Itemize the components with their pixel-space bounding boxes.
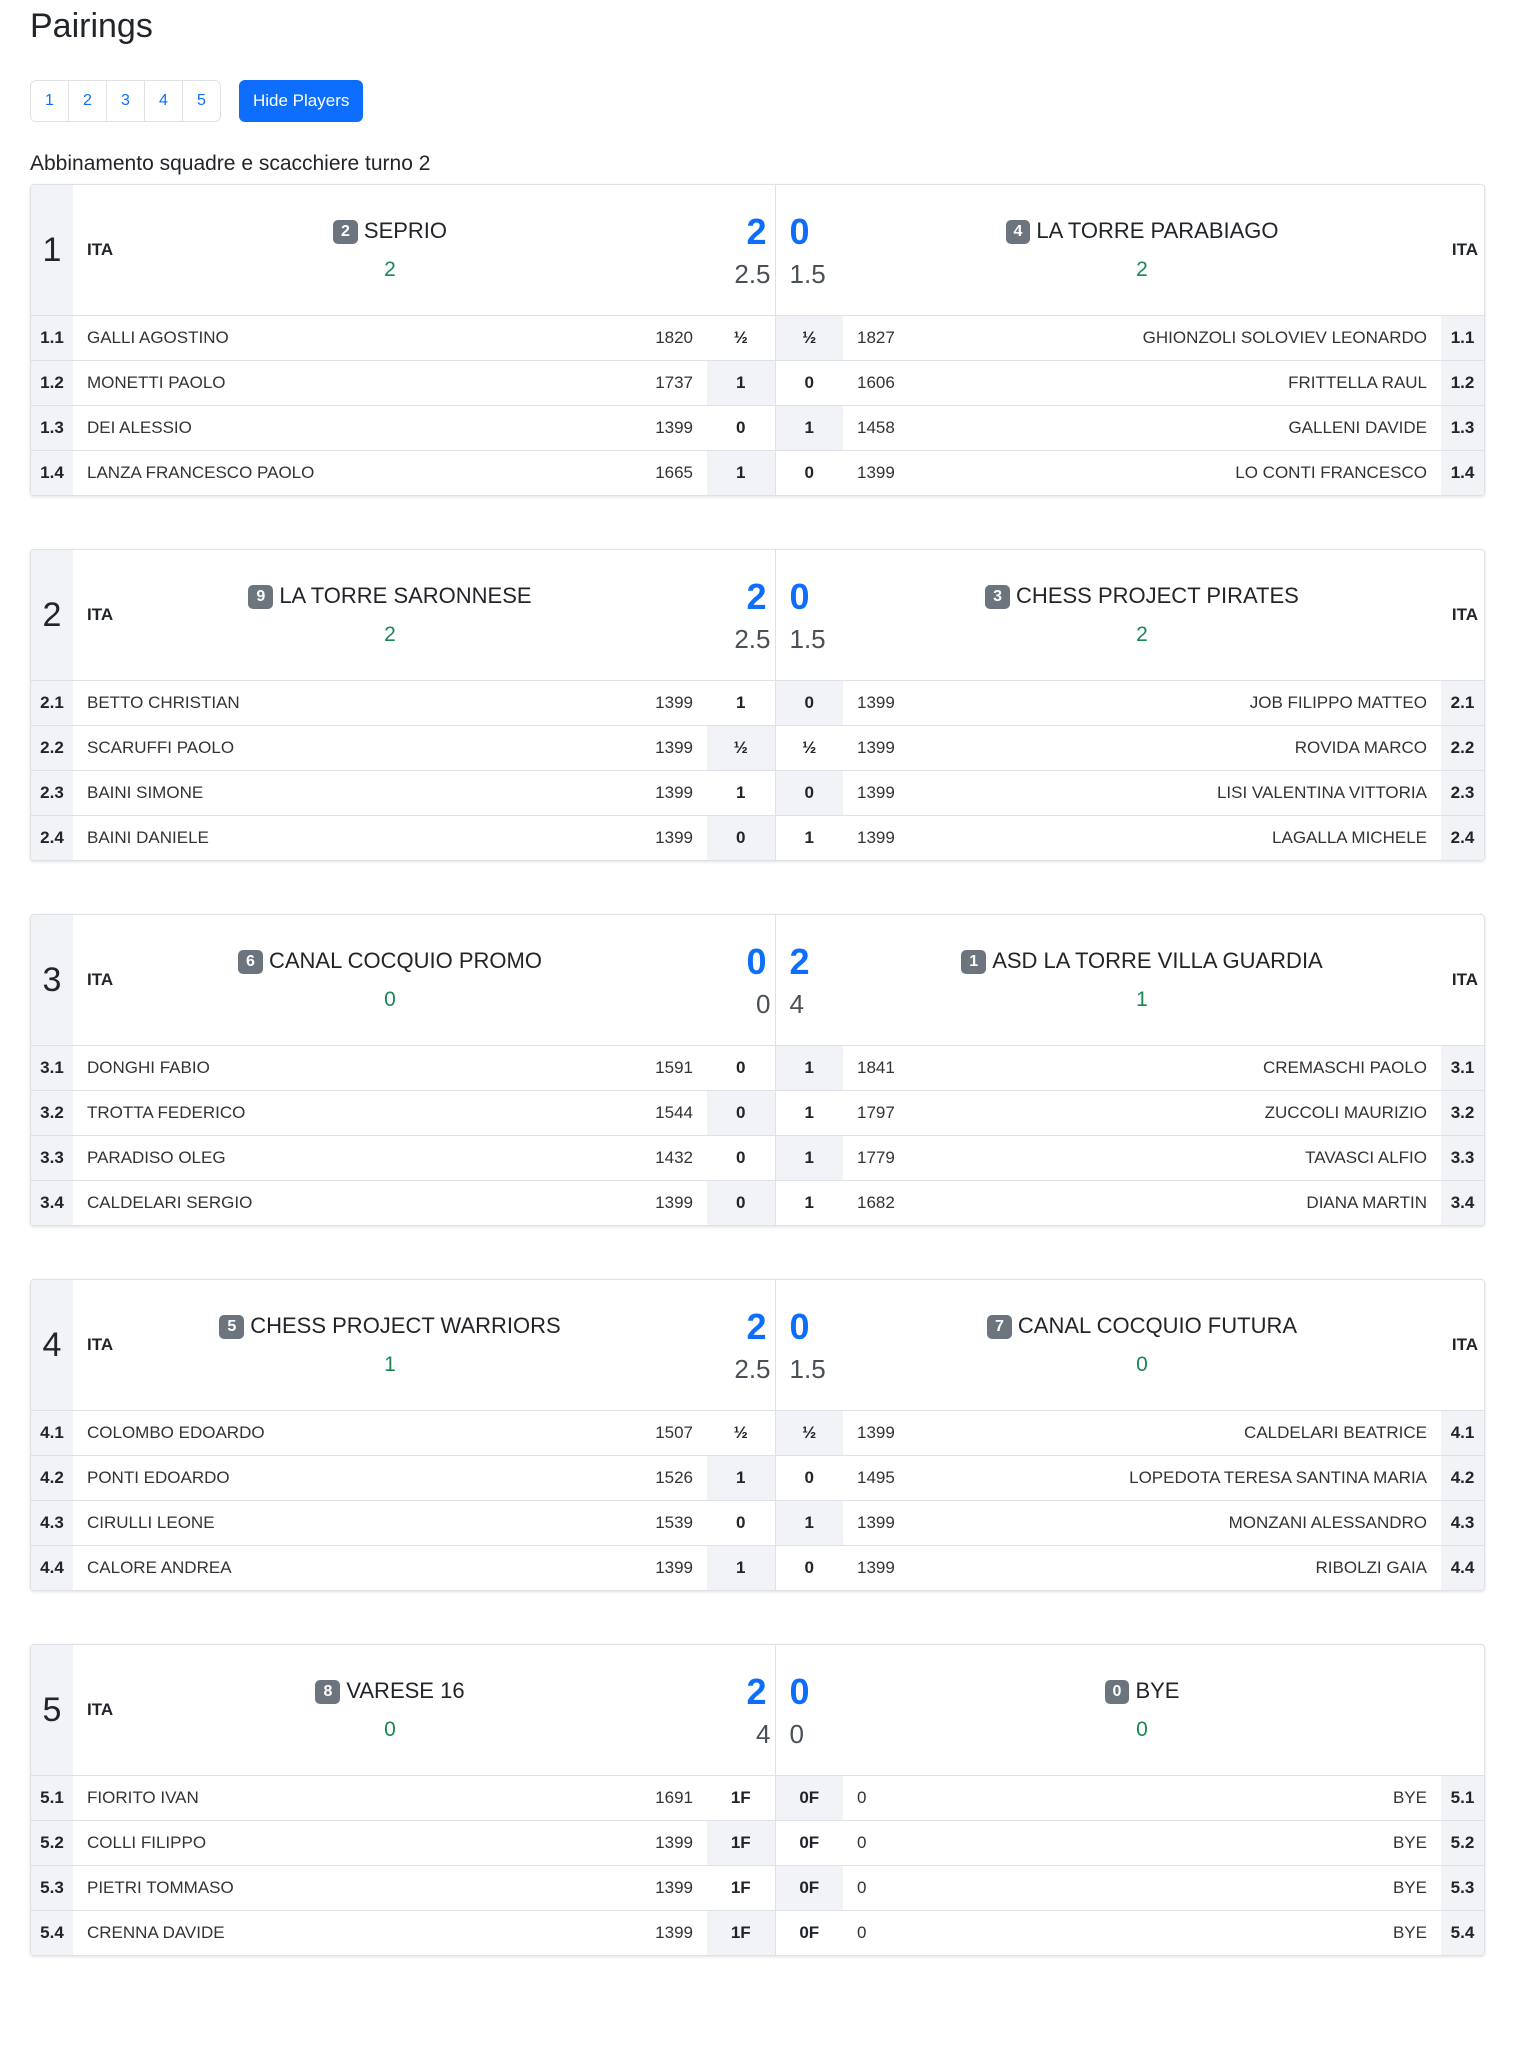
home-player-name[interactable]: DEI ALESSIO — [73, 406, 543, 451]
home-country: ITA — [87, 240, 114, 259]
home-team-name[interactable]: LA TORRE SARONNESE — [279, 583, 532, 608]
away-team-name[interactable]: CHESS PROJECT PIRATES — [1016, 583, 1299, 608]
away-match-points: 0 — [789, 1670, 810, 1712]
away-result: 0F — [799, 1923, 820, 1942]
away-player-name[interactable]: CALDELARI BEATRICE — [1003, 1411, 1441, 1456]
away-player-rating: 1399 — [857, 1558, 895, 1577]
home-team-points: 2 — [384, 623, 396, 646]
home-result: 1 — [707, 361, 775, 406]
home-seed-badge: 8 — [315, 1680, 340, 1704]
home-player-rating: 1526 — [543, 1456, 707, 1501]
board-row — [31, 726, 1484, 771]
hide-players-button[interactable]: Hide Players — [239, 80, 363, 122]
page-link-5[interactable]: 5 — [197, 92, 206, 109]
board-row — [31, 1456, 1484, 1501]
away-player-name[interactable]: ROVIDA MARCO — [1003, 726, 1441, 771]
home-player-name[interactable]: COLLI FILIPPO — [73, 1821, 543, 1866]
match-card — [30, 1644, 1485, 1956]
home-team-points: 0 — [384, 1718, 396, 1741]
home-player-rating: 1691 — [543, 1776, 707, 1821]
match-header — [31, 550, 1484, 681]
home-player-rating: 1399 — [655, 1193, 693, 1212]
away-player-rating: 0 — [843, 1821, 1003, 1866]
board-row — [31, 1136, 1484, 1181]
board-number: 2.1 — [1441, 681, 1484, 726]
away-score — [775, 1645, 843, 1776]
away-team-points: 1 — [1136, 988, 1148, 1011]
away-team-points: 0 — [1136, 1718, 1148, 1741]
match-number: 1 — [42, 230, 62, 269]
home-player-name[interactable]: TROTTA FEDERICO — [73, 1091, 543, 1136]
away-player-name[interactable]: RIBOLZI GAIA — [1315, 1558, 1428, 1577]
away-score — [775, 550, 843, 681]
home-country: ITA — [87, 1700, 114, 1719]
away-player-rating: 1682 — [857, 1193, 895, 1212]
board-row — [31, 1866, 1484, 1911]
home-player-rating: 1399 — [655, 1558, 694, 1577]
away-result: 0F — [775, 1776, 843, 1821]
away-team-name[interactable]: BYE — [1135, 1678, 1180, 1703]
home-result: 1 — [707, 1456, 775, 1501]
board-row — [31, 816, 1484, 861]
away-player-name[interactable]: BYE — [1003, 1866, 1441, 1911]
away-player-rating: 1399 — [843, 1411, 1003, 1456]
away-team — [843, 1313, 1441, 1377]
away-match-points: 0 — [789, 575, 810, 617]
away-board-points: 0 — [789, 1718, 804, 1749]
away-result: 1 — [804, 1193, 814, 1212]
board-number: 1.4 — [1441, 451, 1484, 496]
home-team — [73, 948, 707, 1012]
home-player-rating: 1399 — [543, 681, 707, 726]
away-player-rating: 1399 — [843, 771, 1003, 816]
home-country: ITA — [87, 1335, 114, 1354]
home-player-rating: 1591 — [543, 1046, 707, 1091]
board-number: 1.2 — [1441, 361, 1484, 406]
board-number: 1.2 — [31, 361, 73, 406]
home-team-name[interactable]: SEPRIO — [363, 218, 448, 243]
match-table — [31, 1280, 1484, 1590]
board-row — [31, 1821, 1484, 1866]
board-number: 3.2 — [31, 1091, 73, 1136]
away-team — [843, 583, 1441, 647]
away-player-rating: 1399 — [857, 463, 895, 482]
home-score — [707, 185, 775, 316]
away-player-rating: 1495 — [843, 1456, 1003, 1501]
home-player-name[interactable]: CIRULLI LEONE — [73, 1501, 543, 1546]
board-number: 3.1 — [1441, 1046, 1484, 1091]
match-table — [31, 1645, 1484, 1955]
match-number: 2 — [42, 595, 62, 634]
away-player-name[interactable]: BYE — [1392, 1923, 1427, 1942]
away-result: ½ — [775, 1411, 843, 1456]
home-result: 0 — [707, 1091, 775, 1136]
home-player-rating: 1399 — [543, 771, 707, 816]
away-score — [775, 1280, 843, 1411]
match-card — [30, 1279, 1485, 1591]
home-player-name[interactable]: COLOMBO EDOARDO — [73, 1411, 543, 1456]
away-seed-badge: 4 — [1006, 220, 1031, 244]
home-result: ½ — [707, 726, 775, 771]
away-player-name[interactable]: BYE — [1003, 1776, 1441, 1821]
board-row — [31, 1501, 1484, 1546]
board-number: 4.3 — [31, 1501, 73, 1546]
board-number: 1.3 — [1441, 406, 1484, 451]
home-player-rating: 1399 — [543, 1866, 707, 1911]
board-number: 5.2 — [1441, 1821, 1484, 1866]
away-player-rating: 1399 — [843, 1501, 1003, 1546]
home-result: 0 — [707, 406, 775, 451]
home-player-rating: 1820 — [543, 316, 707, 361]
away-team-points: 0 — [1136, 1353, 1148, 1376]
round-subtitle: Abbinamento squadre e scacchiere turno 2 — [30, 152, 431, 175]
away-player-name[interactable]: BYE — [1003, 1821, 1441, 1866]
away-player-rating: 1399 — [843, 681, 1003, 726]
away-result: 0F — [775, 1821, 843, 1866]
home-result: 0 — [707, 816, 775, 861]
home-player-name[interactable]: FIORITO IVAN — [73, 1776, 543, 1821]
away-country: ITA — [1441, 185, 1484, 316]
home-match-points: 0 — [746, 940, 767, 982]
home-board-points: 0 — [756, 988, 771, 1019]
match-header — [31, 915, 1484, 1046]
home-result: 1F — [707, 1911, 775, 1956]
away-player-rating: 1797 — [843, 1091, 1003, 1136]
home-board-points: 2.5 — [734, 258, 771, 289]
away-player-name[interactable]: CREMASCHI PAOLO — [1003, 1046, 1441, 1091]
home-player-name[interactable]: BAINI SIMONE — [73, 771, 543, 816]
away-player-name[interactable]: MONZANI ALESSANDRO — [1003, 1501, 1441, 1546]
match-table — [31, 915, 1484, 1225]
home-result: 0 — [707, 1501, 775, 1546]
home-seed-badge: 9 — [248, 585, 273, 609]
home-result: 1 — [707, 771, 775, 816]
board-number: 3.1 — [31, 1046, 73, 1091]
home-score — [707, 550, 775, 681]
home-result: 1F — [707, 1866, 775, 1911]
away-team-name[interactable]: ASD LA TORRE VILLA GUARDIA — [992, 948, 1323, 973]
home-result: 0 — [707, 1046, 775, 1091]
board-number: 5.4 — [1441, 1911, 1484, 1956]
board-row — [31, 1091, 1484, 1136]
home-match-points: 2 — [746, 1305, 767, 1347]
board-number: 2.2 — [31, 726, 73, 771]
page-link-3[interactable]: 3 — [107, 81, 145, 121]
home-team — [73, 583, 707, 647]
match-table — [31, 185, 1484, 495]
home-match-points: 2 — [746, 1670, 767, 1712]
away-result: 1 — [775, 1046, 843, 1091]
away-player-name[interactable]: ZUCCOLI MAURIZIO — [1003, 1091, 1441, 1136]
board-number: 4.2 — [31, 1456, 73, 1501]
home-player-name[interactable]: CALORE ANDREA — [87, 1558, 232, 1577]
away-player-name[interactable]: GHIONZOLI SOLOVIEV LEONARDO — [1003, 316, 1441, 361]
home-seed-badge: 6 — [238, 950, 263, 974]
away-result: ½ — [775, 726, 843, 771]
home-result: 1F — [707, 1776, 775, 1821]
away-country — [1441, 1645, 1484, 1776]
board-number: 3.3 — [1441, 1136, 1484, 1181]
away-player-rating: 1827 — [843, 316, 1003, 361]
away-match-points: 2 — [789, 940, 810, 982]
away-result: 1 — [775, 1501, 843, 1546]
match-card — [30, 914, 1485, 1226]
away-result: 0 — [775, 681, 843, 726]
board-number: 1.1 — [31, 316, 73, 361]
home-player-name[interactable]: GALLI AGOSTINO — [73, 316, 543, 361]
board-number: 5.4 — [31, 1911, 73, 1956]
board-row — [31, 361, 1484, 406]
away-score — [775, 185, 843, 316]
board-number: 1.3 — [31, 406, 73, 451]
away-player-rating: 1779 — [843, 1136, 1003, 1181]
home-country: ITA — [87, 605, 114, 624]
home-result: 1F — [707, 1821, 775, 1866]
home-team-points: 2 — [384, 258, 396, 281]
board-row — [31, 1546, 1484, 1591]
home-player-name[interactable]: PIETRI TOMMASO — [73, 1866, 543, 1911]
away-player-name[interactable]: TAVASCI ALFIO — [1003, 1136, 1441, 1181]
board-number: 4.1 — [1441, 1411, 1484, 1456]
away-board-points: 1.5 — [789, 1353, 826, 1384]
board-number: 3.3 — [31, 1136, 73, 1181]
board-number: 2.3 — [31, 771, 73, 816]
matches-list — [30, 184, 1483, 1956]
away-seed-badge: 7 — [987, 1315, 1012, 1339]
away-player-name[interactable]: FRITTELLA RAUL — [1003, 361, 1441, 406]
home-player-name[interactable]: DONGHI FABIO — [73, 1046, 543, 1091]
away-player-name[interactable]: LAGALLA MICHELE — [1272, 828, 1427, 847]
home-result: ½ — [707, 1411, 775, 1456]
away-result: 0F — [775, 1866, 843, 1911]
home-team — [73, 218, 707, 282]
away-country: ITA — [1441, 550, 1484, 681]
home-result: ½ — [707, 316, 775, 361]
away-result: 1 — [775, 1136, 843, 1181]
away-match-points: 0 — [789, 210, 810, 252]
away-player-rating: 0 — [857, 1923, 867, 1942]
away-result: 1 — [804, 828, 814, 847]
away-board-points: 1.5 — [789, 623, 826, 654]
board-number: 5.3 — [1441, 1866, 1484, 1911]
away-result: 0 — [804, 1558, 814, 1577]
away-player-rating: 0 — [843, 1776, 1003, 1821]
board-row — [31, 1046, 1484, 1091]
board-number: 5.1 — [1441, 1776, 1484, 1821]
home-match-points: 2 — [746, 210, 767, 252]
away-seed-badge: 3 — [985, 585, 1010, 609]
board-number: 2.1 — [31, 681, 73, 726]
away-team-name[interactable]: LA TORRE PARABIAGO — [1036, 218, 1279, 243]
home-player-rating: 1737 — [543, 361, 707, 406]
away-player-rating: 1841 — [843, 1046, 1003, 1091]
toolbar — [30, 80, 1483, 122]
board-row — [31, 681, 1484, 726]
away-player-name[interactable]: DIANA MARTIN — [1306, 1193, 1428, 1212]
round-pagination — [30, 80, 221, 122]
away-team-points: 2 — [1136, 623, 1148, 646]
home-player-rating: 1399 — [655, 828, 693, 847]
home-player-name[interactable]: CRENNA DAVIDE — [87, 1923, 225, 1942]
home-team-name[interactable]: VARESE 16 — [346, 1678, 465, 1703]
page-link-2[interactable]: 2 — [69, 81, 107, 121]
away-player-rating: 1458 — [843, 406, 1003, 451]
home-country: ITA — [87, 970, 114, 989]
board-number: 1.4 — [31, 451, 73, 496]
home-score — [707, 915, 775, 1046]
away-player-name[interactable]: GALLENI DAVIDE — [1003, 406, 1441, 451]
match-card — [30, 549, 1485, 861]
home-player-rating: 1665 — [655, 463, 694, 482]
board-row — [31, 316, 1484, 361]
board-number: 2.2 — [1441, 726, 1484, 771]
board-number: 4.3 — [1441, 1501, 1484, 1546]
board-number: 3.4 — [31, 1181, 73, 1226]
home-result: 1 — [707, 1546, 775, 1591]
home-result: 1 — [707, 451, 775, 496]
away-team — [843, 1678, 1441, 1742]
home-player-rating: 1399 — [655, 1923, 693, 1942]
match-header — [31, 1280, 1484, 1411]
home-seed-badge: 2 — [333, 220, 358, 244]
home-player-name[interactable]: PONTI EDOARDO — [73, 1456, 543, 1501]
home-player-name[interactable]: PARADISO OLEG — [73, 1136, 543, 1181]
away-seed-badge: 1 — [961, 950, 986, 974]
board-row — [31, 1776, 1484, 1821]
home-team — [73, 1313, 707, 1377]
match-number: 5 — [42, 1690, 62, 1729]
board-number: 4.2 — [1441, 1456, 1484, 1501]
away-team-name[interactable]: CANAL COCQUIO FUTURA — [1017, 1313, 1298, 1338]
away-country: ITA — [1441, 1280, 1484, 1411]
away-country: ITA — [1441, 915, 1484, 1046]
home-player-name[interactable]: MONETTI PAOLO — [73, 361, 543, 406]
home-player-rating: 1544 — [543, 1091, 707, 1136]
board-number: 2.3 — [1441, 771, 1484, 816]
home-board-points: 2.5 — [734, 1353, 771, 1384]
home-seed-badge: 5 — [219, 1315, 244, 1339]
board-row — [31, 451, 1484, 496]
match-number: 4 — [42, 1325, 62, 1364]
page-link-1[interactable]: 1 — [31, 81, 69, 121]
match-table — [31, 550, 1484, 860]
home-result: 0 — [707, 1136, 775, 1181]
home-player-rating: 1399 — [543, 726, 707, 771]
board-number: 4.4 — [31, 1546, 73, 1591]
home-player-name[interactable]: BETTO CHRISTIAN — [73, 681, 543, 726]
home-result: 1 — [707, 681, 775, 726]
home-score — [707, 1280, 775, 1411]
away-result: 0 — [775, 361, 843, 406]
match-number: 3 — [42, 960, 62, 999]
home-player-name[interactable]: LANZA FRANCESCO PAOLO — [87, 463, 315, 482]
match-card — [30, 184, 1485, 496]
home-team-name[interactable]: CANAL COCQUIO PROMO — [268, 948, 542, 973]
home-board-points: 2.5 — [734, 623, 771, 654]
away-player-name[interactable]: JOB FILIPPO MATTEO — [1003, 681, 1441, 726]
away-result: 1 — [775, 1091, 843, 1136]
board-number: 3.4 — [1441, 1181, 1484, 1226]
board-row — [31, 1181, 1484, 1226]
match-header — [31, 1645, 1484, 1776]
board-number: 5.3 — [31, 1866, 73, 1911]
home-team — [73, 1678, 707, 1742]
away-board-points: 1.5 — [789, 258, 826, 289]
board-row — [31, 406, 1484, 451]
board-number: 2.4 — [1441, 816, 1484, 861]
page-link-4[interactable]: 4 — [145, 81, 183, 121]
home-team-points: 1 — [384, 1353, 396, 1376]
board-number: 2.4 — [31, 816, 73, 861]
away-player-name[interactable]: LOPEDOTA TERESA SANTINA MARIA — [1003, 1456, 1441, 1501]
away-team — [843, 948, 1441, 1012]
away-result: ½ — [775, 316, 843, 361]
board-number: 1.1 — [1441, 316, 1484, 361]
home-player-rating: 1399 — [543, 1821, 707, 1866]
home-player-name[interactable]: SCARUFFI PAOLO — [73, 726, 543, 771]
away-player-rating: 1399 — [843, 726, 1003, 771]
home-player-name[interactable]: BAINI DANIELE — [87, 828, 209, 847]
home-player-rating: 1399 — [543, 406, 707, 451]
board-number: 5.1 — [31, 1776, 73, 1821]
board-row — [31, 771, 1484, 816]
board-number: 5.2 — [31, 1821, 73, 1866]
home-player-rating: 1507 — [543, 1411, 707, 1456]
home-team-name[interactable]: CHESS PROJECT WARRIORS — [250, 1313, 561, 1338]
match-header — [31, 185, 1484, 316]
away-player-rating: 1399 — [857, 828, 895, 847]
home-team-points: 0 — [384, 988, 396, 1011]
away-result: 1 — [775, 406, 843, 451]
home-board-points: 4 — [756, 1718, 771, 1749]
away-team — [843, 218, 1441, 282]
away-score — [775, 915, 843, 1046]
home-player-rating: 1539 — [543, 1501, 707, 1546]
away-result: 0 — [804, 463, 814, 482]
home-match-points: 2 — [746, 575, 767, 617]
board-number: 3.2 — [1441, 1091, 1484, 1136]
away-player-rating: 0 — [843, 1866, 1003, 1911]
away-player-rating: 1606 — [843, 361, 1003, 406]
board-number: 4.4 — [1441, 1546, 1484, 1591]
away-team-points: 2 — [1136, 258, 1148, 281]
away-player-name[interactable]: LO CONTI FRANCESCO — [1235, 463, 1428, 482]
board-row — [31, 1411, 1484, 1456]
away-seed-badge: 0 — [1105, 1680, 1130, 1704]
home-player-rating: 1432 — [543, 1136, 707, 1181]
away-player-name[interactable]: LISI VALENTINA VITTORIA — [1003, 771, 1441, 816]
home-score — [707, 1645, 775, 1776]
board-number: 4.1 — [31, 1411, 73, 1456]
away-board-points: 4 — [789, 988, 804, 1019]
away-match-points: 0 — [789, 1305, 810, 1347]
home-player-name[interactable]: CALDELARI SERGIO — [87, 1193, 253, 1212]
home-result: 0 — [707, 1181, 775, 1226]
away-result: 0 — [775, 771, 843, 816]
board-row — [31, 1911, 1484, 1956]
page-title: Pairings — [30, 7, 153, 45]
away-result: 0 — [775, 1456, 843, 1501]
